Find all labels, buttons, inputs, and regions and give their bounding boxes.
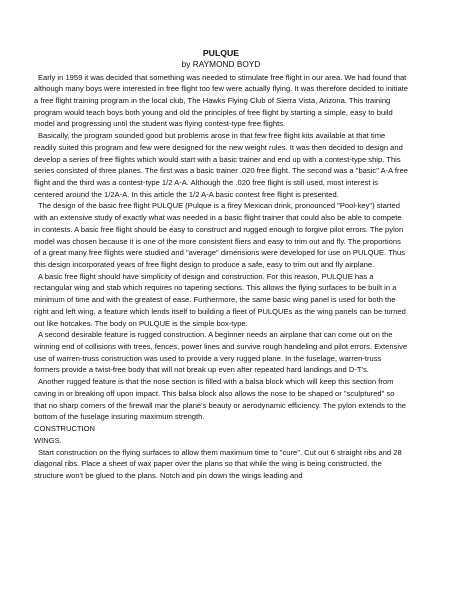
section-heading-wings: WINGS. (34, 435, 62, 445)
paragraph-wings-construction: Start construction on the flying surfaces to allow them maximum time to "cure". Cut out 6 straight ribs and 28 diagonal ribs. Place a sheet of wax paper over the plans so that while the wing is being constructed, the structure won't be glued to the plans. Notch and pin down the wings leading and (34, 447, 402, 480)
paragraph-design: The design of the basic free flight PULQUE (Pulque is a firey Mexican drink, pronounced "Pool-key") started with an extensive study of exactly what was needed in a basic flight trainer that could also be able to compete in contests. A basic free flight should be easy to construct and rugged enough to forgive pilot errors. The pylon model was chosen because it is one of the more consistent fliers and easy to trim out and fly. The proportions of a great many free flights were studied and "average" dimensions were developed for use on PULQUE. Thus this design incorporated years of free flight design to produce a safe, easy to trim out and fly airplane. (34, 201, 406, 269)
section-heading-construction: CONSTRUCTION (34, 424, 96, 434)
paragraph-program: Basically, the program sounded good but problems arose in that few free flight kits available at that time readily suited this program and few were designed for the new weight rules. It was then decided to design and develop a series of free flights which would start with a basic trainer and end up with a contest-type ship. This series consisted of three planes. The first was a basic trainer .020 free flight. The second was a "basic" A-A free flight and the third was a contest-type 1/2 A-A. Although the .020 free flight is still used, most interest is centered around the 1/2A-A. In this article the 1/2 A-A basic contest free flight is presented. (34, 131, 409, 199)
author-byline: by RAYMOND BOYD (181, 59, 261, 69)
article-body (34, 72, 408, 482)
paragraph-nose-section: Another rugged feature is that the nose section is filled with a balsa block which will keep this section from caving in or breaking off upon impact. This balsa block also allows the nose to be shaped or "sculptured" so that no sharp corners of the firewall mar the plane's beauty or aerodynamic efficiency. The pylon extends to the bottom of the fuselage insuring maximum strength. (34, 377, 407, 422)
paragraph-simplicity: A basic free flight should have simplicity of design and construction. For this reason, PULQUE has a rectangular wing and stab which requires no tapering sections. This allows the flying surfaces to be built in a minimum of time and with the greatest of ease. Furthermore, the same basic wing panel is used for both the right and left wing, a feature which lends itself to building a fleet of PULQUEs as the wing panels can be turned out like hotcakes. The body on PULQUE is the simple box-type. (34, 271, 406, 328)
paragraph-rugged-construction: A second desirable feature is rugged construction. A beginner needs an airplane that can come out on the winning end of collisions with trees, fences, power lines and survive rough handeling and pilot errors. Extensive use of warren-truss construction was used to provide a very rugged plane. In the fuselage, warren-truss formers provide a twist-free body that will not break up even after repeated hard landings and D-T's. (34, 330, 408, 375)
document-title: PULQUE (202, 48, 240, 58)
paragraph-intro: Early in 1959 it was decided that something was needed to stimulate free flight in our area. We had found that although many boys were interested in free flight too few were actually flying. It was therefore decided to initiate a free flight training program in the local club, The Hawks Flying Club of Sierra Vista, Arizona. This training program would teach boys both young and old the principles of free flight by starting a simple, easy to build model and progressing until the student was flying contest-type free flights. (34, 72, 408, 129)
